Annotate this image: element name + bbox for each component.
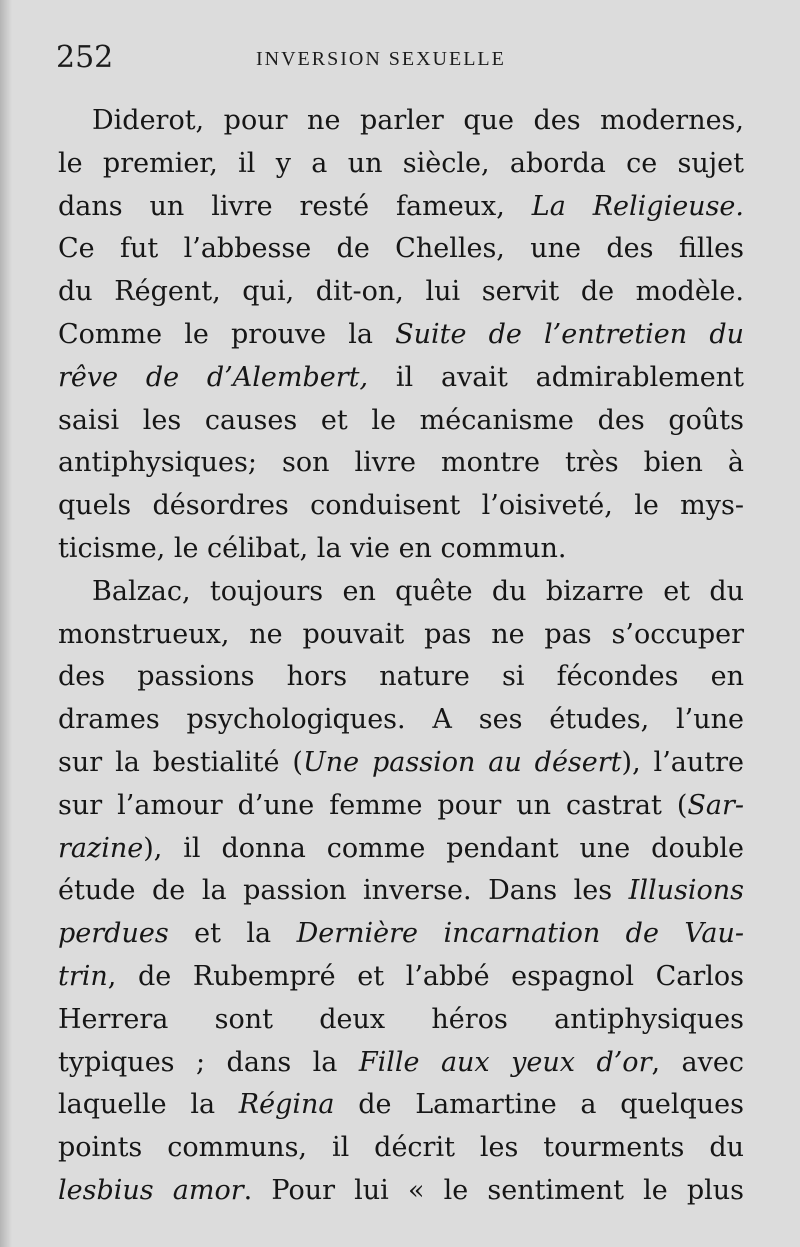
text-line: sur la bestialité (Une passion au désert), l’autre [58, 746, 744, 778]
italic-title: Fille aux yeux d’or [358, 1046, 652, 1078]
text-line: le premier, il y a un siècle, aborda ce sujet [58, 147, 744, 179]
text-line: razine), il donna comme pendant une double [58, 832, 744, 864]
italic-title: perdues [58, 918, 169, 950]
text-line: du Régent, qui, dit-on, lui servit de modèle. [58, 276, 744, 308]
italic-title: Illusions [628, 875, 744, 907]
text-line: Balzac, toujours en quête du bizarre et du [92, 575, 744, 607]
italic-title: Suite de l’entretien du [395, 318, 744, 350]
text-line: quels désordres conduisent l’oisiveté, le mys- [58, 490, 744, 522]
italic-title: rêve de d’Alembert, [58, 361, 369, 393]
italic-title: La Religieuse. [531, 190, 744, 222]
text-line: saisi les causes et le mécanisme des goûts [58, 404, 744, 436]
text-line: Diderot, pour ne parler que des modernes, [92, 105, 744, 136]
italic-title: Une passion au désert [302, 746, 622, 778]
text-line: antiphysiques; son livre montre très bien à [58, 447, 744, 479]
page-number: 252 [56, 40, 114, 75]
text-line: typiques ; dans la Fille aux yeux d’or, avec [58, 1046, 744, 1078]
page-header [56, 36, 740, 76]
running-head: INVERSION SEXUELLE [256, 48, 506, 70]
italic-title: Régina [238, 1089, 335, 1121]
body-text [58, 100, 744, 1213]
text-line: drames psychologiques. A ses études, l’une [58, 704, 744, 736]
italic-title: lesbius amor [58, 1174, 244, 1206]
text-line: perdues et la Dernière incarnation de Vau- [58, 918, 745, 950]
text-line: trin, de Rubempré et l’abbé espagnol Carlos [58, 960, 744, 992]
text-line: Comme le prouve la Suite de l’entretien du [58, 318, 744, 350]
text-line: Ce fut l’abbesse de Chelles, une des filles [58, 233, 744, 265]
text-line: étude de la passion inverse. Dans les Illusions [58, 875, 744, 907]
italic-title: razine [58, 832, 144, 864]
text-line: laquelle la Régina de Lamartine a quelques [58, 1089, 744, 1121]
text-line: dans un livre resté fameux, La Religieuse. [58, 190, 744, 222]
text-line: Herrera sont deux héros antiphysiques [58, 1003, 744, 1035]
italic-title: Sar- [687, 789, 744, 821]
text-line: sur l’amour d’une femme pour un castrat (Sar- [58, 789, 744, 821]
page-edge-shadow [0, 0, 12, 1247]
text-line: lesbius amor. Pour lui « le sentiment le plus [58, 1174, 745, 1206]
text-line: des passions hors nature si fécondes en [58, 661, 744, 693]
text-line: points communs, il décrit les tourments du [58, 1132, 744, 1164]
text-line: rêve de d’Alembert, il avait admirablement [58, 361, 744, 393]
italic-title: Dernière incarnation de Vau- [296, 918, 745, 950]
text-line: ticisme, le célibat, la vie en commun. [58, 532, 567, 564]
text-line: monstrueux, ne pouvait pas ne pas s’occuper [58, 618, 744, 650]
italic-title: trin [58, 960, 108, 992]
